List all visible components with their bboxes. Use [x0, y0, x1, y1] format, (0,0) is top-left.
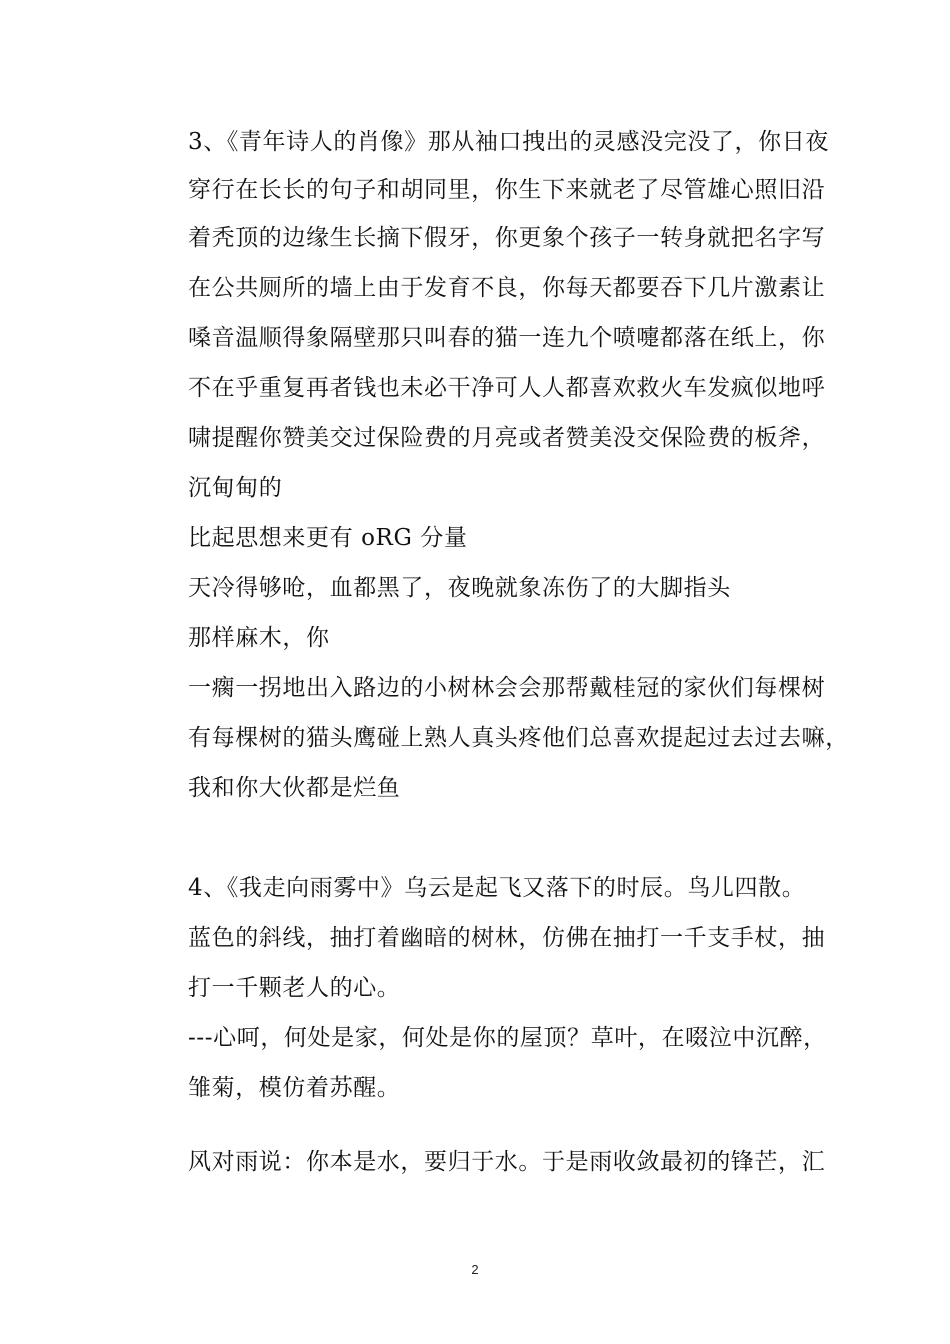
text-line: 不在乎重复再者钱也未必干净可人人都喜欢救火车发疯似地呼 — [188, 375, 826, 401]
text-line: 3、《青年诗人的肖像》那从袖口拽出的灵感没完没了，你日夜 — [188, 129, 829, 155]
text-line: 啸提醒你赞美交过保险费的月亮或者赞美没交保险费的板斧， — [188, 425, 826, 451]
text-line: 在公共厕所的墙上由于发育不良，你每天都要吞下几片激素让 — [188, 275, 826, 301]
text-line: 风对雨说：你本是水，要归于水。于是雨收敛最初的锋芒，汇 — [188, 1149, 826, 1175]
text-line: 打一千颗老人的心。 — [188, 975, 401, 1001]
text-line: 我和你大伙都是烂鱼 — [188, 775, 401, 801]
text-line: 4、《我走向雨雾中》乌云是起飞又落下的时辰。鸟儿四散。 — [188, 875, 806, 901]
text-line: 着秃顶的边缘生长摘下假牙，你更象个孩子一转身就把名字写 — [188, 225, 826, 251]
text-line: 蓝色的斜线，抽打着幽暗的树林，仿佛在抽打一千支手杖，抽 — [188, 925, 826, 951]
text-line: 比起思想来更有 oRG 分量 — [188, 525, 468, 551]
text-line: 沉甸甸的 — [188, 475, 283, 501]
text-line: 有每棵树的猫头鹰碰上熟人真头疼他们总喜欢提起过去过去嘛， — [188, 725, 849, 751]
text-line: 嗓音温顺得象隔壁那只叫春的猫一连九个喷嚏都落在纸上，你 — [188, 325, 826, 351]
text-line: 穿行在长长的句子和胡同里，你生下来就老了尽管雄心照旧沿 — [188, 177, 826, 203]
text-line: 雏菊，模仿着苏醒。 — [188, 1075, 401, 1101]
text-line: 一瘸一拐地出入路边的小树林会会那帮戴桂冠的家伙们每棵树 — [188, 675, 826, 701]
text-line: 那样麻木，你 — [188, 625, 330, 651]
text-line: ---心呵，何处是家，何处是你的屋顶？草叶，在啜泣中沉醉， — [188, 1025, 827, 1051]
text-line: 天冷得够呛，血都黑了，夜晚就象冻伤了的大脚指头 — [188, 575, 731, 601]
page-number: 2 — [471, 1262, 479, 1277]
